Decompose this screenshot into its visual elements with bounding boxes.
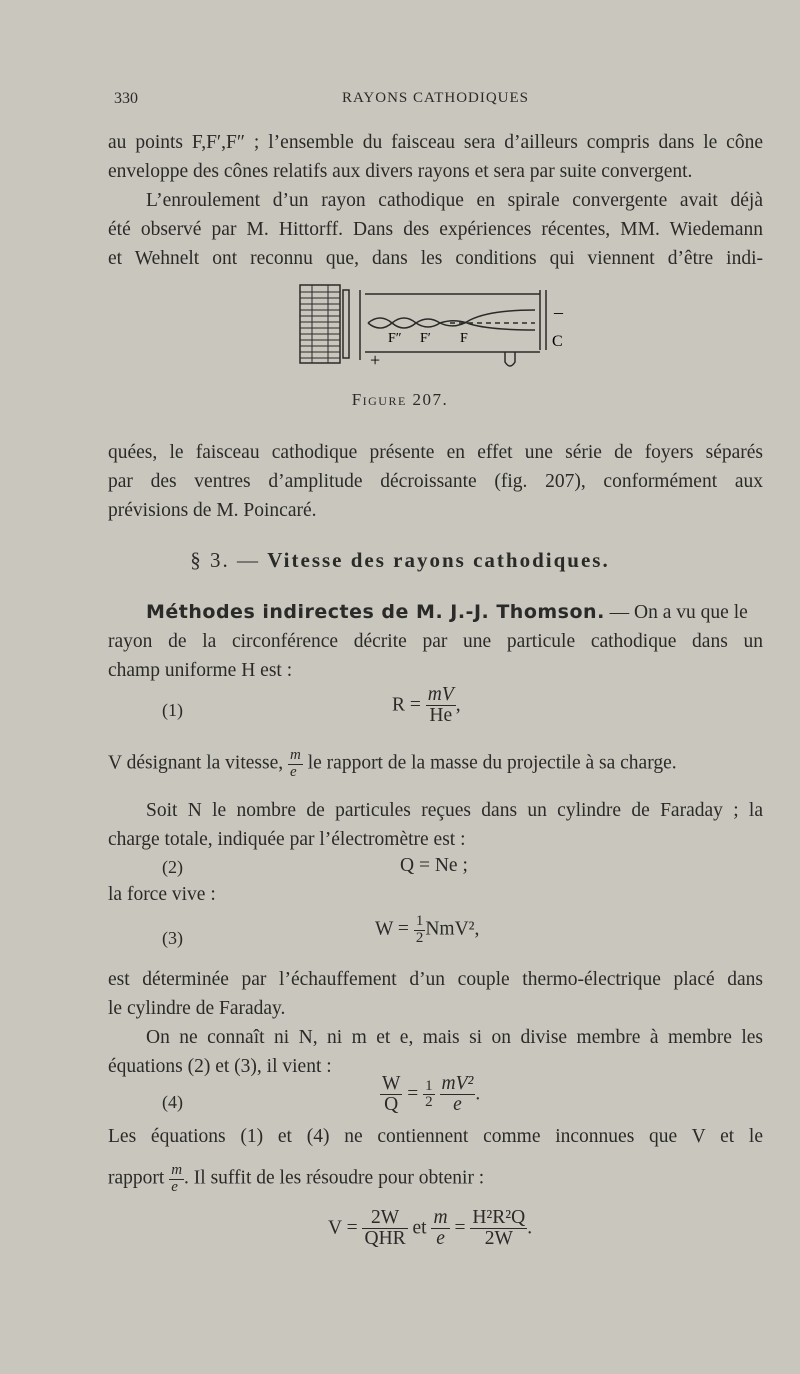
equation-3 bbox=[375, 914, 479, 947]
eq5-d1: QHR bbox=[364, 1228, 406, 1250]
focus-label-f-double-prime: F″ bbox=[388, 331, 402, 346]
text-line: champ uniforme H est : bbox=[108, 660, 293, 681]
coil-winding bbox=[300, 285, 349, 363]
eq4-n2: 1 bbox=[425, 1077, 433, 1094]
text-line: été observé par M. Hittorff. Dans des expériences récentes, MM. Wiedemann bbox=[108, 219, 763, 240]
text-line: est déterminée par l’échauffement d’un couple thermo-électrique placé dans bbox=[108, 969, 763, 990]
eq5-lhs: V = bbox=[328, 1217, 363, 1239]
eq4-d1: Q bbox=[384, 1094, 399, 1116]
eq5-frac-result bbox=[470, 1208, 527, 1250]
eq5-d3: 2W bbox=[484, 1228, 513, 1250]
text-line: rayon de la circonférence décrite par une particule cathodique dans un bbox=[108, 631, 763, 652]
eq3-denominator: 2 bbox=[415, 929, 424, 946]
paragraph-5 bbox=[108, 965, 763, 1081]
text-line: Les équations (1) et (4) ne contiennent comme inconnues que V et le bbox=[108, 1126, 763, 1147]
equation-2: Q = Ne ; bbox=[400, 855, 468, 876]
figure-caption: Figure 207. bbox=[351, 390, 449, 409]
text-line bbox=[108, 598, 763, 627]
focus-label-f-prime: F′ bbox=[420, 331, 431, 346]
text-line: et Wehnelt ont reconnu que, dans les conditions qui viennent d’être indi- bbox=[108, 248, 763, 269]
text-run: — On a vu que le bbox=[604, 602, 748, 623]
paragraph-6 bbox=[108, 1122, 763, 1196]
eq5-d2: e bbox=[436, 1228, 445, 1250]
page-number: 330 bbox=[114, 90, 138, 107]
eq5-n3: H²R²Q bbox=[472, 1207, 526, 1228]
eq5-mid: et bbox=[407, 1217, 432, 1239]
text-line: par des ventres d’amplitude décroissante (fig. 207), conformément aux bbox=[108, 471, 763, 492]
eq3-lhs: W = bbox=[375, 918, 414, 940]
text-line: quées, le faisceau cathodique présente en effet une série de foyers séparés bbox=[108, 442, 763, 463]
eq5-n2: m bbox=[433, 1207, 448, 1228]
eq4-frac-half bbox=[423, 1079, 435, 1112]
focus-label-f: F bbox=[460, 331, 468, 346]
text-line: au points F,F′,F″ ; l’ensemble du faisceau sera d’ailleurs compris dans le cône bbox=[108, 132, 763, 153]
m-over-e-fraction bbox=[288, 748, 303, 781]
text-line: le cylindre de Faraday. bbox=[108, 998, 286, 1019]
eq5-tail: . bbox=[527, 1217, 533, 1239]
eq5-n1: 2W bbox=[362, 1208, 407, 1229]
page-header bbox=[108, 90, 763, 114]
paragraph-3 bbox=[108, 598, 763, 685]
text-line: On ne connaît ni N, ni m et e, mais si on divise membre à membre les bbox=[146, 1027, 763, 1048]
eq1-denominator: He bbox=[429, 705, 453, 727]
eq1-lhs: R = bbox=[392, 694, 426, 716]
text-run: le rapport de la masse du projectile à sa charge. bbox=[302, 752, 677, 774]
text-line bbox=[108, 1163, 763, 1196]
frac-den: e bbox=[171, 1178, 178, 1195]
figure-207-diagram bbox=[290, 280, 580, 375]
frac-num: m bbox=[290, 747, 301, 763]
line-force-vive bbox=[108, 880, 763, 909]
eq5-equals: = bbox=[449, 1217, 471, 1239]
eq1-tail: , bbox=[455, 694, 461, 716]
text-run: . Il suffit de les résoudre pour obtenir : bbox=[184, 1167, 485, 1189]
text-line: Soit N le nombre de particules reçues dans un cylindre de Faraday ; la bbox=[146, 800, 763, 821]
running-title: RAYONS CATHODIQUES bbox=[341, 90, 530, 106]
eq4-n1: W bbox=[382, 1073, 401, 1094]
frac-den: e bbox=[290, 763, 297, 780]
eq4-frac-mv2-e bbox=[440, 1074, 476, 1116]
equation-number-3: (3) bbox=[162, 928, 183, 948]
equation-number-2: (2) bbox=[162, 857, 183, 877]
eq4-d3: e bbox=[453, 1094, 462, 1116]
eq1-numerator: mV bbox=[427, 684, 454, 705]
paragraph-2 bbox=[108, 438, 763, 525]
eq4-equals: = bbox=[402, 1083, 424, 1105]
label-c: C bbox=[552, 333, 563, 350]
text-line: prévisions de M. Poincaré. bbox=[108, 500, 317, 521]
text-line: enveloppe des cônes relatifs aux divers rayons et sera par suite convergent. bbox=[108, 161, 693, 182]
anode-plus-label: + bbox=[370, 350, 381, 370]
equation-1 bbox=[392, 685, 461, 727]
text-run: rapport bbox=[108, 1167, 170, 1189]
text-line: charge totale, indiquée par l’électromètre est : bbox=[108, 829, 466, 850]
line-velocity bbox=[108, 748, 763, 781]
cathode-minus-label: – bbox=[554, 302, 563, 322]
eq3-fraction bbox=[414, 914, 426, 947]
section-heading bbox=[0, 548, 800, 573]
equation-number-4: (4) bbox=[162, 1092, 183, 1112]
discharge-tube bbox=[360, 290, 546, 366]
method-heading: Méthodes indirectes de M. J.-J. Thomson. bbox=[146, 601, 605, 623]
equation-4 bbox=[380, 1074, 480, 1116]
paragraph-4 bbox=[108, 796, 763, 854]
text-line: L’enroulement d’un rayon cathodique en spirale convergente avait déjà bbox=[146, 190, 763, 211]
eq1-fraction bbox=[426, 685, 456, 727]
eq4-frac-wq bbox=[380, 1074, 402, 1116]
eq4-d2: 2 bbox=[425, 1094, 433, 1111]
eq4-n3: mV² bbox=[441, 1073, 474, 1094]
eq3-rhs: NmV², bbox=[425, 918, 480, 940]
text-run: V désignant la vitesse, bbox=[108, 752, 288, 774]
text-line: équations (2) et (3), il vient : bbox=[108, 1056, 332, 1077]
m-over-e-fraction bbox=[169, 1163, 184, 1196]
eq5-frac-m-e bbox=[431, 1208, 449, 1250]
text-line: la force vive : bbox=[108, 884, 216, 905]
paragraph-1 bbox=[108, 128, 763, 273]
section-prefix: § 3. — bbox=[190, 548, 268, 572]
eq5-frac-velocity bbox=[362, 1208, 407, 1250]
equation-number-1: (1) bbox=[162, 700, 183, 720]
eq3-numerator: 1 bbox=[415, 913, 424, 929]
eq4-tail: . bbox=[475, 1083, 481, 1105]
frac-num: m bbox=[171, 1162, 183, 1178]
section-title: Vitesse des rayons cathodiques. bbox=[267, 548, 610, 572]
text-line bbox=[108, 748, 763, 781]
equation-5 bbox=[328, 1208, 532, 1250]
